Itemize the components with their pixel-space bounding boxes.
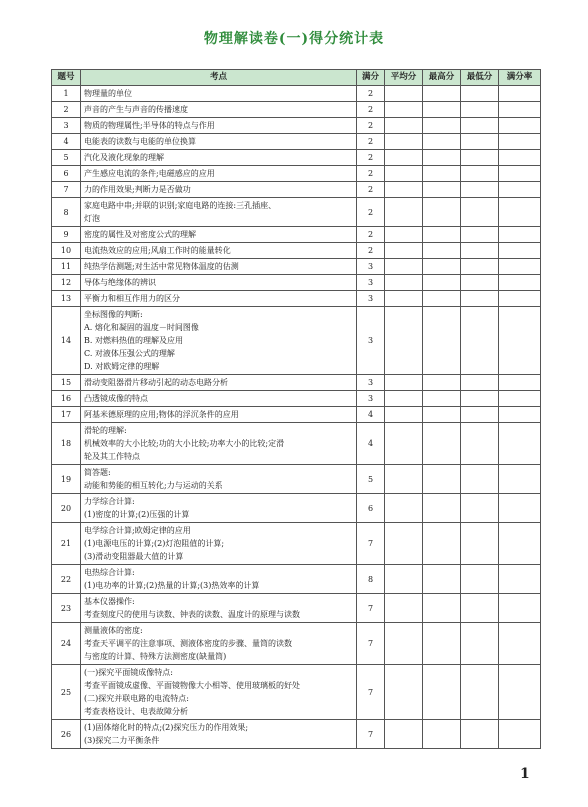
highest-cell[interactable] — [423, 166, 461, 182]
topic-line: 阿基米德原理的应用;物体的浮沉条件的应用 — [84, 410, 239, 419]
full-rate-cell[interactable] — [499, 150, 541, 166]
topic-cell — [81, 494, 357, 523]
average-cell[interactable] — [385, 307, 423, 375]
full-score-cell: 2 — [357, 102, 385, 118]
highest-cell[interactable] — [423, 134, 461, 150]
lowest-cell[interactable] — [461, 259, 499, 275]
average-cell[interactable] — [385, 243, 423, 259]
topic-line: 家庭电路中串;并联的识别;家庭电路的连接:三孔插座、 — [84, 201, 277, 210]
lowest-cell[interactable] — [461, 182, 499, 198]
topic-line: 力学综合计算: — [84, 497, 135, 506]
lowest-cell[interactable] — [461, 407, 499, 423]
table-row — [52, 565, 541, 594]
full-rate-cell[interactable] — [499, 391, 541, 407]
topic-line: 动能和势能的相互转化;力与运动的关系 — [84, 481, 223, 490]
highest-cell[interactable] — [423, 243, 461, 259]
full-score-cell: 2 — [357, 86, 385, 102]
table-row — [52, 720, 541, 749]
lowest-cell[interactable] — [461, 134, 499, 150]
topic-cell — [81, 665, 357, 720]
full-rate-cell[interactable] — [499, 594, 541, 623]
topic-cell — [81, 198, 357, 227]
full-score-cell: 3 — [357, 375, 385, 391]
highest-cell[interactable] — [423, 259, 461, 275]
highest-cell[interactable] — [423, 594, 461, 623]
full-rate-cell[interactable] — [499, 523, 541, 565]
table-row — [52, 118, 541, 134]
table-row — [52, 291, 541, 307]
full-rate-cell[interactable] — [499, 102, 541, 118]
topic-line: 考查刻度尺的使用与读数、钟表的读数、温度计的原理与读数 — [84, 610, 300, 619]
highest-cell[interactable] — [423, 523, 461, 565]
topic-cell — [81, 182, 357, 198]
lowest-cell[interactable] — [461, 307, 499, 375]
table-row — [52, 494, 541, 523]
topic-line: 考查表格设计、电表故障分析 — [84, 707, 188, 716]
header-question-no: 题号 — [52, 70, 81, 86]
highest-cell[interactable] — [423, 407, 461, 423]
full-rate-cell[interactable] — [499, 423, 541, 465]
topic-cell — [81, 275, 357, 291]
average-cell[interactable] — [385, 665, 423, 720]
topic-cell — [81, 523, 357, 565]
highest-cell[interactable] — [423, 118, 461, 134]
question-number-cell: 13 — [52, 291, 81, 307]
full-score-cell: 8 — [357, 565, 385, 594]
header-lowest: 最低分 — [461, 70, 499, 86]
full-score-cell: 2 — [357, 243, 385, 259]
lowest-cell[interactable] — [461, 275, 499, 291]
highest-cell[interactable] — [423, 291, 461, 307]
full-score-cell: 7 — [357, 523, 385, 565]
full-score-cell: 2 — [357, 118, 385, 134]
topic-line: 轮及其工作特点 — [84, 452, 140, 461]
question-number-cell: 25 — [52, 665, 81, 720]
table-row — [52, 465, 541, 494]
average-cell[interactable] — [385, 391, 423, 407]
table-header-row — [52, 70, 541, 86]
question-number-cell: 23 — [52, 594, 81, 623]
topic-cell — [81, 565, 357, 594]
full-score-cell: 3 — [357, 275, 385, 291]
question-number-cell: 6 — [52, 166, 81, 182]
topic-line: 测量液体的密度: — [84, 626, 143, 635]
full-rate-cell[interactable] — [499, 134, 541, 150]
highest-cell[interactable] — [423, 391, 461, 407]
full-score-cell: 2 — [357, 198, 385, 227]
topic-cell — [81, 243, 357, 259]
question-number-cell: 7 — [52, 182, 81, 198]
full-score-cell: 4 — [357, 423, 385, 465]
full-score-cell: 2 — [357, 134, 385, 150]
topic-line: (1)电功率的计算;(2)热量的计算;(3)热效率的计算 — [84, 581, 260, 590]
topic-line: D. 对欧姆定律的理解 — [84, 362, 160, 371]
highest-cell[interactable] — [423, 623, 461, 665]
topic-line: 产生感应电流的条件;电磁感应的应用 — [84, 169, 215, 178]
topic-line: (1)密度的计算;(2)压强的计算 — [84, 510, 190, 519]
table-row — [52, 86, 541, 102]
question-number-cell: 9 — [52, 227, 81, 243]
topic-line: 平衡力和相互作用力的区分 — [84, 294, 180, 303]
average-cell[interactable] — [385, 523, 423, 565]
topic-cell — [81, 307, 357, 375]
lowest-cell[interactable] — [461, 565, 499, 594]
question-number-cell: 24 — [52, 623, 81, 665]
highest-cell[interactable] — [423, 465, 461, 494]
question-number-cell: 3 — [52, 118, 81, 134]
topic-line: 凸透镜成像的特点 — [84, 394, 148, 403]
lowest-cell[interactable] — [461, 494, 499, 523]
full-rate-cell[interactable] — [499, 307, 541, 375]
question-number-cell: 21 — [52, 523, 81, 565]
average-cell[interactable] — [385, 227, 423, 243]
full-score-cell: 2 — [357, 227, 385, 243]
full-rate-cell[interactable] — [499, 291, 541, 307]
full-score-cell: 2 — [357, 150, 385, 166]
topic-line: 机械效率的大小比较;功的大小比较;功率大小的比较;定滑 — [84, 439, 285, 448]
full-score-cell: 7 — [357, 594, 385, 623]
highest-cell[interactable] — [423, 665, 461, 720]
page-title: 物理解读卷(一)得分统计表 — [203, 31, 385, 47]
topic-line: 基本仪器操作: — [84, 597, 135, 606]
question-number-cell: 19 — [52, 465, 81, 494]
topic-line: 滑动变阻器滑片移动引起的动态电路分析 — [84, 378, 228, 387]
table-row — [52, 423, 541, 465]
average-cell[interactable] — [385, 150, 423, 166]
topic-line: 与密度的计算、特殊方法测密度(缺量筒) — [84, 652, 227, 661]
topic-cell — [81, 150, 357, 166]
topic-line: 密度的属性及对密度公式的理解 — [84, 230, 196, 239]
header-full-score: 满分 — [357, 70, 385, 86]
highest-cell[interactable] — [423, 275, 461, 291]
full-score-cell: 3 — [357, 391, 385, 407]
highest-cell[interactable] — [423, 494, 461, 523]
lowest-cell[interactable] — [461, 423, 499, 465]
highest-cell[interactable] — [423, 198, 461, 227]
topic-line: 导体与绝缘体的辨识 — [84, 278, 156, 287]
full-rate-cell[interactable] — [499, 182, 541, 198]
page-number: 1 — [520, 766, 530, 782]
topic-cell — [81, 423, 357, 465]
question-number-cell: 2 — [52, 102, 81, 118]
table-row — [52, 134, 541, 150]
topic-line: 坐标图像的判断: — [84, 310, 143, 319]
full-rate-cell[interactable] — [499, 275, 541, 291]
table-row — [52, 623, 541, 665]
highest-cell[interactable] — [423, 720, 461, 749]
average-cell[interactable] — [385, 259, 423, 275]
full-rate-cell[interactable] — [499, 198, 541, 227]
topic-line: A. 熔化和凝固的温度－时间图像 — [84, 323, 199, 332]
lowest-cell[interactable] — [461, 291, 499, 307]
topic-cell — [81, 375, 357, 391]
average-cell[interactable] — [385, 291, 423, 307]
topic-cell — [81, 102, 357, 118]
average-cell[interactable] — [385, 494, 423, 523]
question-number-cell: 12 — [52, 275, 81, 291]
table-row — [52, 259, 541, 275]
topic-cell — [81, 86, 357, 102]
table-row — [52, 375, 541, 391]
topic-line: 电热综合计算: — [84, 568, 135, 577]
question-number-cell: 4 — [52, 134, 81, 150]
average-cell[interactable] — [385, 565, 423, 594]
topic-cell — [81, 118, 357, 134]
topic-cell — [81, 623, 357, 665]
full-rate-cell[interactable] — [499, 665, 541, 720]
table-row — [52, 523, 541, 565]
table-row — [52, 307, 541, 375]
topic-line: 纯热学估测题;对生活中常见物体温度的估测 — [84, 262, 239, 271]
topic-line: 考查平面镜成虚像、平面镜物像大小相等、使用玻璃板的好处 — [84, 681, 300, 690]
full-rate-cell[interactable] — [499, 166, 541, 182]
full-rate-cell[interactable] — [499, 86, 541, 102]
lowest-cell[interactable] — [461, 665, 499, 720]
header-full-rate: 满分率 — [499, 70, 541, 86]
topic-cell — [81, 227, 357, 243]
table-row — [52, 182, 541, 198]
question-number-cell: 26 — [52, 720, 81, 749]
topic-cell — [81, 391, 357, 407]
average-cell[interactable] — [385, 166, 423, 182]
question-number-cell: 1 — [52, 86, 81, 102]
header-topic: 考点 — [81, 70, 357, 86]
question-number-cell: 8 — [52, 198, 81, 227]
table-row — [52, 150, 541, 166]
topic-line: 电流热效应的应用;风扇工作时的能量转化 — [84, 246, 231, 255]
topic-line: 考查天平调平的注意事项、测液体密度的步骤、量筒的读数 — [84, 639, 292, 648]
topic-line: 滑轮的理解: — [84, 426, 127, 435]
question-number-cell: 20 — [52, 494, 81, 523]
table-row — [52, 166, 541, 182]
lowest-cell[interactable] — [461, 465, 499, 494]
table-row — [52, 665, 541, 720]
topic-line: 电能表的读数与电能的单位换算 — [84, 137, 196, 146]
topic-line: 汽化及液化现象的理解 — [84, 153, 164, 162]
lowest-cell[interactable] — [461, 594, 499, 623]
lowest-cell[interactable] — [461, 118, 499, 134]
full-rate-cell[interactable] — [499, 227, 541, 243]
topic-cell — [81, 259, 357, 275]
highest-cell[interactable] — [423, 423, 461, 465]
average-cell[interactable] — [385, 720, 423, 749]
question-number-cell: 5 — [52, 150, 81, 166]
topic-line: 物质的物理属性;半导体的特点与作用 — [84, 121, 215, 130]
full-score-cell: 2 — [357, 182, 385, 198]
full-rate-cell[interactable] — [499, 465, 541, 494]
question-number-cell: 14 — [52, 307, 81, 375]
full-rate-cell[interactable] — [499, 375, 541, 391]
full-rate-cell[interactable] — [499, 494, 541, 523]
topic-line: (3)滑动变阻器最大值的计算 — [84, 552, 184, 561]
highest-cell[interactable] — [423, 227, 461, 243]
table-row — [52, 391, 541, 407]
full-score-cell: 7 — [357, 665, 385, 720]
question-number-cell: 11 — [52, 259, 81, 275]
highest-cell[interactable] — [423, 182, 461, 198]
table-row — [52, 407, 541, 423]
full-rate-cell[interactable] — [499, 720, 541, 749]
header-highest: 最高分 — [423, 70, 461, 86]
question-number-cell: 10 — [52, 243, 81, 259]
full-score-cell: 3 — [357, 291, 385, 307]
full-score-cell: 7 — [357, 720, 385, 749]
lowest-cell[interactable] — [461, 86, 499, 102]
full-rate-cell[interactable] — [499, 259, 541, 275]
highest-cell[interactable] — [423, 565, 461, 594]
topic-line: B. 对燃料热值的理解及应用 — [84, 336, 183, 345]
question-number-cell: 15 — [52, 375, 81, 391]
topic-line: (1)固体熔化时的特点;(2)探究压力的作用效果; — [84, 723, 249, 732]
topic-cell — [81, 291, 357, 307]
full-rate-cell[interactable] — [499, 565, 541, 594]
full-score-cell: 3 — [357, 259, 385, 275]
lowest-cell[interactable] — [461, 623, 499, 665]
topic-cell — [81, 594, 357, 623]
topic-cell — [81, 465, 357, 494]
topic-line: 简答题: — [84, 468, 111, 477]
topic-line: (3)探究二力平衡条件 — [84, 736, 160, 745]
average-cell[interactable] — [385, 465, 423, 494]
full-score-cell: 3 — [357, 307, 385, 375]
table-row — [52, 198, 541, 227]
topic-line: 物理量的单位 — [84, 89, 132, 98]
full-score-cell: 2 — [357, 166, 385, 182]
question-number-cell: 17 — [52, 407, 81, 423]
full-score-cell: 5 — [357, 465, 385, 494]
full-score-cell: 6 — [357, 494, 385, 523]
lowest-cell[interactable] — [461, 198, 499, 227]
full-score-cell: 4 — [357, 407, 385, 423]
highest-cell[interactable] — [423, 86, 461, 102]
average-cell[interactable] — [385, 118, 423, 134]
topic-line: 电学综合计算;欧姆定律的应用 — [84, 526, 191, 535]
highest-cell[interactable] — [423, 375, 461, 391]
average-cell[interactable] — [385, 134, 423, 150]
average-cell[interactable] — [385, 86, 423, 102]
topic-cell — [81, 720, 357, 749]
average-cell[interactable] — [385, 423, 423, 465]
average-cell[interactable] — [385, 623, 423, 665]
lowest-cell[interactable] — [461, 523, 499, 565]
topic-cell — [81, 134, 357, 150]
header-average: 平均分 — [385, 70, 423, 86]
topic-line: 声音的产生与声音的传播速度 — [84, 105, 188, 114]
lowest-cell[interactable] — [461, 150, 499, 166]
average-cell[interactable] — [385, 594, 423, 623]
topic-cell — [81, 166, 357, 182]
lowest-cell[interactable] — [461, 375, 499, 391]
topic-line: (二)探究并联电路的电流特点: — [84, 694, 189, 703]
lowest-cell[interactable] — [461, 391, 499, 407]
full-rate-cell[interactable] — [499, 623, 541, 665]
full-score-cell: 7 — [357, 623, 385, 665]
average-cell[interactable] — [385, 407, 423, 423]
lowest-cell[interactable] — [461, 720, 499, 749]
score-table — [51, 69, 541, 749]
average-cell[interactable] — [385, 375, 423, 391]
average-cell[interactable] — [385, 102, 423, 118]
topic-line: 力的作用效果;判断力是否做功 — [84, 185, 191, 194]
full-rate-cell[interactable] — [499, 243, 541, 259]
question-number-cell: 16 — [52, 391, 81, 407]
average-cell[interactable] — [385, 182, 423, 198]
question-number-cell: 22 — [52, 565, 81, 594]
lowest-cell[interactable] — [461, 102, 499, 118]
question-number-cell: 18 — [52, 423, 81, 465]
full-rate-cell[interactable] — [499, 118, 541, 134]
table-row — [52, 275, 541, 291]
topic-line: (一)探究平面镜成像特点: — [84, 668, 173, 677]
lowest-cell[interactable] — [461, 227, 499, 243]
average-cell[interactable] — [385, 198, 423, 227]
topic-line: 灯泡 — [84, 214, 100, 223]
highest-cell[interactable] — [423, 307, 461, 375]
table-row — [52, 102, 541, 118]
topic-line: C. 对液体压强公式的理解 — [84, 349, 175, 358]
topic-line: (1)电源电压的计算;(2)灯泡阻值的计算; — [84, 539, 225, 548]
lowest-cell[interactable] — [461, 243, 499, 259]
topic-cell — [81, 407, 357, 423]
table-row — [52, 227, 541, 243]
table-row — [52, 594, 541, 623]
highest-cell[interactable] — [423, 150, 461, 166]
full-rate-cell[interactable] — [499, 407, 541, 423]
highest-cell[interactable] — [423, 102, 461, 118]
table-row — [52, 243, 541, 259]
lowest-cell[interactable] — [461, 166, 499, 182]
average-cell[interactable] — [385, 275, 423, 291]
